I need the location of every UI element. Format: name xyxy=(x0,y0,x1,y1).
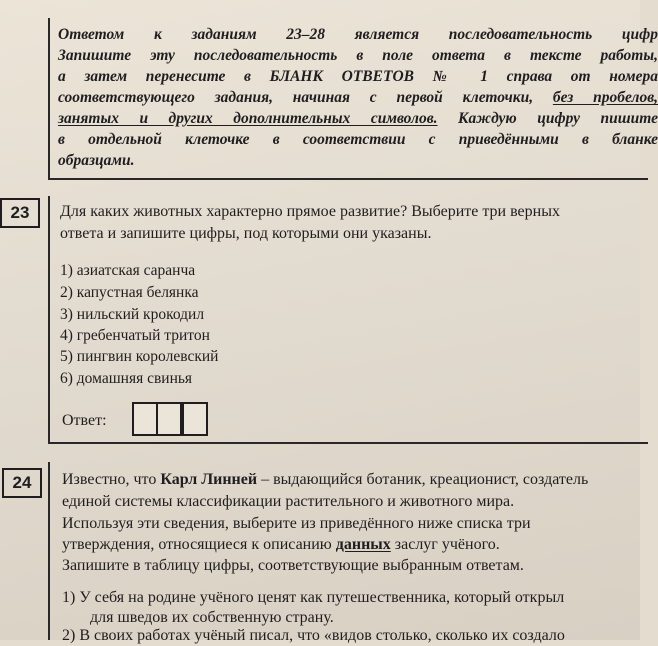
question-24-option[interactable]: 2) В своих работах учёный писал, что «видов столько, сколько их создало xyxy=(62,627,565,644)
question-24-text xyxy=(62,470,588,490)
instructions-line: образцами. xyxy=(58,152,135,169)
question-24-text xyxy=(62,535,500,555)
answer-cell-1[interactable] xyxy=(132,402,158,436)
question-23-option[interactable]: 1) азиатская саранча xyxy=(60,262,196,279)
instructions-line: Ответом к заданиям 23–28 является последовательность цифр xyxy=(58,26,658,43)
question-23-border xyxy=(48,196,50,442)
question-24-option-cont: для шведов их собственную страну. xyxy=(90,609,334,626)
instructions-text: Каждую цифру пишите xyxy=(458,110,658,127)
question-23-option[interactable]: 4) гребенчатый тритон xyxy=(60,327,210,344)
instructions-box xyxy=(48,18,658,180)
instructions-line: а затем перенесите в БЛАНК ОТВЕТОВ № 1 справа от номера xyxy=(58,68,658,85)
question-23-option[interactable]: 3) нильский крокодил xyxy=(60,306,205,323)
question-24-text: Запишите в таблицу цифры, соответствующие выбранным ответам. xyxy=(62,557,524,574)
question-24-option[interactable]: 1) У себя на родине учёного ценят как путешественника, который открыл xyxy=(62,589,565,606)
question-24-border xyxy=(48,462,50,640)
question-24-text-part: заслуг учёного. xyxy=(390,536,500,553)
question-23-option[interactable]: 2) капустная белянка xyxy=(60,284,199,301)
question-24-emphasis: данных xyxy=(335,536,391,553)
question-23-option[interactable]: 6) домашняя свинья xyxy=(60,370,193,387)
question-24-text: единой системы классификации растительного и животного мира. xyxy=(62,493,515,510)
instructions-underlined: занятых и других дополнительных символов. xyxy=(58,110,438,127)
answer-cell-2[interactable] xyxy=(156,402,182,436)
question-24-number: 24 xyxy=(2,468,42,498)
question-23-number: 23 xyxy=(0,198,40,228)
instructions-line xyxy=(58,108,658,129)
question-24-text-part: Известно, что xyxy=(62,471,161,488)
instructions-line xyxy=(58,87,658,108)
question-separator xyxy=(48,442,648,444)
question-23-text: ответа и запишите цифры, под которыми они указаны. xyxy=(60,225,432,242)
answer-label: Ответ: xyxy=(62,412,107,429)
instructions-underlined: без пробелов, xyxy=(552,89,658,106)
instructions-line: Запишите эту последовательность в поле ответа в тексте работы, xyxy=(58,47,658,64)
question-24-text-part: утверждения, относящиеся к описанию xyxy=(62,536,336,553)
question-24-text-part: – выдающийся ботаник, креационист, создатель xyxy=(257,471,589,488)
instructions-line: в отдельной клеточке в соответствии с приведёнными в бланке xyxy=(58,131,658,148)
question-23-option[interactable]: 5) пингвин королевский xyxy=(60,348,219,365)
question-24-name: Карл Линней xyxy=(160,471,258,488)
question-23-text: Для каких животных характерно прямое развитие? Выберите три верных xyxy=(60,203,560,220)
question-24-text: Используя эти сведения, выберите из приведённого ниже списка три xyxy=(62,515,531,532)
instructions-text: соответствующего задания, начиная с первой клеточки, xyxy=(58,89,534,106)
answer-cell-3[interactable] xyxy=(182,402,208,436)
